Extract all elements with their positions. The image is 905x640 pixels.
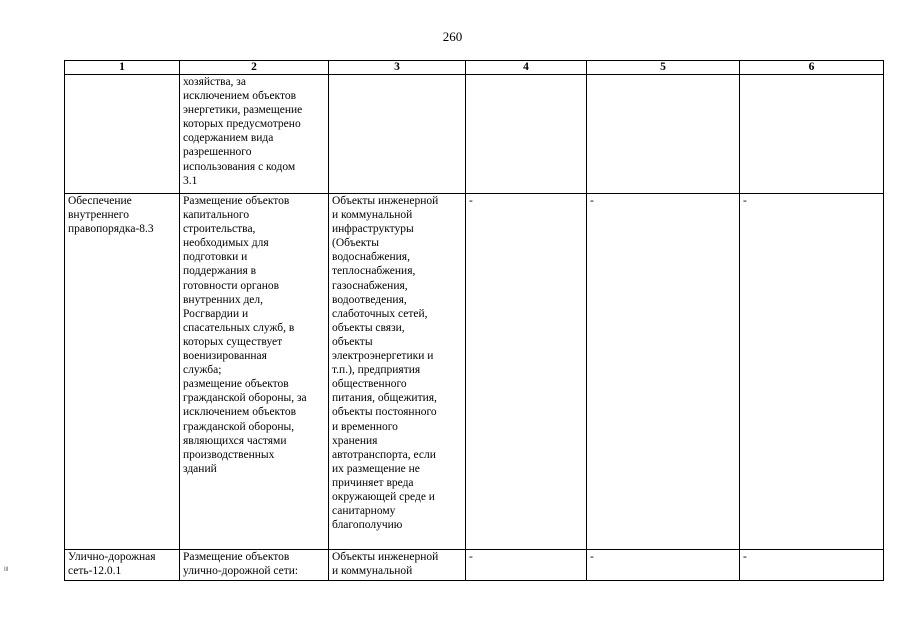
use-type-cell: Улично-дорожная сеть-12.0.1 (65, 550, 180, 581)
column-header-5: 5 (587, 61, 740, 75)
use-type-cell (65, 75, 180, 194)
parameter-cell-6: - (740, 550, 884, 581)
parameter-cell-6 (740, 75, 884, 194)
column-header-3: 3 (329, 61, 466, 75)
auxiliary-use-cell: Объекты инженерной и коммунальной (329, 550, 466, 581)
parameter-cell-5 (587, 75, 740, 194)
page-number: 260 (442, 29, 463, 44)
parameter-cell-4: - (466, 194, 587, 550)
parameter-cell-5: - (587, 550, 740, 581)
permitted-use-table (64, 60, 884, 581)
parameter-cell-4 (466, 75, 587, 194)
parameter-cell-6: - (740, 194, 884, 550)
use-type-cell: Обеспечение внутреннего правопорядка-8.3 (65, 194, 180, 550)
table-row (65, 550, 884, 581)
auxiliary-use-cell (329, 75, 466, 194)
binding-margin-mark: ≡ (2, 566, 10, 572)
parameter-cell-5: - (587, 194, 740, 550)
parameter-cell-4: - (466, 550, 587, 581)
use-description-cell: Размещение объектов капитального строительства, необходимых для подготовки и поддержания в готовности органов внутренних дел, Росгвардии и спасательных служб, в которых существует военизированная служба; размещение объектов гражданской обороны, за исключением объектов гражданской обороны, являющихся частями производственных зданий (180, 194, 329, 550)
column-header-6: 6 (740, 61, 884, 75)
header-row (65, 61, 884, 75)
column-header-1: 1 (65, 61, 180, 75)
column-header-2: 2 (180, 61, 329, 75)
column-header-4: 4 (466, 61, 587, 75)
auxiliary-use-cell: Объекты инженерной и коммунальной инфраструктуры (Объекты водоснабжения, теплоснабжения, газоснабжения, водоотведения, слаботочных сетей, объекты связи, объекты электроэнергетики и т.п.), предприятия общественного питания, общежития, объекты постоянного и временного хранения автотранспорта, если их размещение не причиняет вреда окружающей среде и санитарному благополучию (329, 194, 466, 550)
use-description-cell: Размещение объектов улично-дорожной сети: (180, 550, 329, 581)
use-description-cell: хозяйства, за исключением объектов энергетики, размещение которых предусмотрено содержанием вида разрешенного использования с кодом 3.1 (180, 75, 329, 194)
table-row (65, 194, 884, 550)
table-row (65, 75, 884, 194)
